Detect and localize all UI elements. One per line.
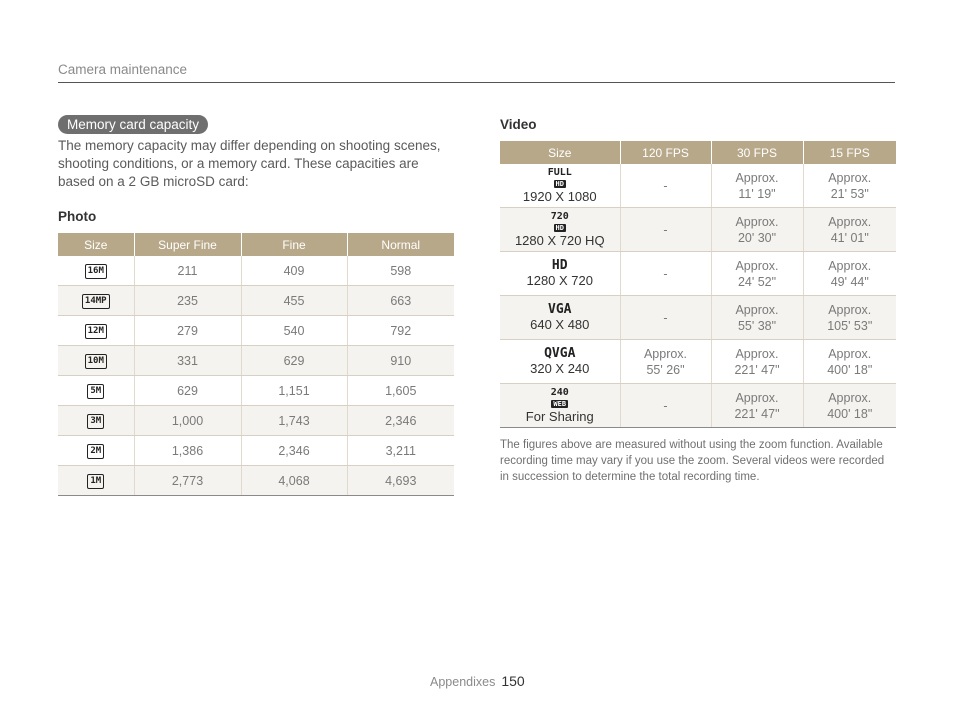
video-note: The figures above are measured without using the zoom function. Available recording time may vary if you use the zoom. Several videos were recorded in succession to determine the total recording time. (500, 439, 885, 483)
table-row (58, 406, 454, 436)
table-row (58, 376, 454, 406)
table-cell: 629 (241, 346, 347, 376)
table-cell: Approx. 221' 47" (711, 340, 803, 384)
resolution-3m-icon: 3M (87, 414, 104, 429)
table-cell: Approx. 55' 38" (711, 296, 803, 340)
table-cell: 1,605 (347, 376, 454, 406)
table-cell: 540 (241, 316, 347, 346)
table-cell: 1,000 (134, 406, 241, 436)
table-row (500, 252, 896, 296)
table-cell: Approx. 11' 19" (711, 164, 803, 208)
resolution-10m-icon: 10M (85, 354, 107, 369)
video-size-label: 320 X 240 (530, 361, 590, 376)
table-cell: 2,346 (347, 406, 454, 436)
resolution-2m-icon: 2M (87, 444, 104, 459)
video-size-label: 1280 X 720 HQ (514, 232, 605, 248)
photo-col-normal: Normal (347, 233, 454, 256)
table-cell: - (620, 164, 711, 208)
table-cell: 279 (134, 316, 241, 346)
table-cell: - (620, 208, 711, 252)
table-cell: 1,386 (134, 436, 241, 466)
table-cell: 792 (347, 316, 454, 346)
table-cell: 663 (347, 286, 454, 316)
table-cell: 4,068 (241, 466, 347, 496)
table-cell: Approx. 55' 26" (620, 340, 711, 384)
table-row (58, 286, 454, 316)
table-row (58, 256, 454, 286)
table-cell: - (620, 384, 711, 428)
page-header-title: Camera maintenance (58, 62, 188, 77)
resolution-14mp-icon: 14MP (82, 294, 110, 309)
table-cell: 4,693 (347, 466, 454, 496)
video-col-15fps: 15 FPS (803, 141, 896, 164)
table-row (500, 164, 896, 208)
video-size-label: For Sharing (525, 408, 594, 424)
table-cell: Approx. 105' 53" (803, 296, 896, 340)
video-col-size: Size (500, 141, 620, 164)
table-row (500, 384, 896, 428)
video-col-120fps: 120 FPS (620, 141, 711, 164)
footer-section: Appendixes (430, 675, 496, 689)
intro-paragraph: The memory capacity may differ depending on shooting scenes, shooting conditions, or a memory card. These capacities are based on a 2 GB microSD card: (58, 138, 441, 189)
table-cell: - (620, 252, 711, 296)
header-divider (58, 82, 895, 83)
memory-card-capacity-pill: Memory card capacity (58, 115, 208, 134)
table-row (58, 346, 454, 376)
table-cell: 331 (134, 346, 241, 376)
table-cell: 2,346 (241, 436, 347, 466)
video-size-label: 1920 X 1080 (522, 188, 597, 204)
video-col-30fps: 30 FPS (711, 141, 803, 164)
table-cell: 235 (134, 286, 241, 316)
table-cell: 2,773 (134, 466, 241, 496)
table-row (500, 296, 896, 340)
table-cell: 211 (134, 256, 241, 286)
table-cell: Approx. 221' 47" (711, 384, 803, 428)
photo-col-size: Size (58, 233, 134, 256)
table-row (58, 316, 454, 346)
table-cell: 910 (347, 346, 454, 376)
photo-col-fine: Fine (241, 233, 347, 256)
table-cell: 1,151 (241, 376, 347, 406)
resolution-1m-icon: 1M (87, 474, 104, 489)
table-row (500, 208, 896, 252)
table-cell: Approx. 49' 44" (803, 252, 896, 296)
resolution-5m-icon: 5M (87, 384, 104, 399)
page-footer (430, 673, 525, 689)
table-cell: 1,743 (241, 406, 347, 436)
table-row (500, 340, 896, 384)
video-size-label: 640 X 480 (530, 317, 590, 332)
video-heading: Video (500, 117, 537, 132)
qvga-video-icon: QVGA (544, 346, 576, 361)
table-cell: Approx. 400' 18" (803, 340, 896, 384)
hd-video-icon: HD (551, 258, 568, 273)
table-row (58, 466, 454, 496)
photo-col-super-fine: Super Fine (134, 233, 241, 256)
video-capacity-table (500, 141, 896, 428)
table-cell: 598 (347, 256, 454, 286)
720-hq-video-icon: 720 HD (550, 210, 569, 232)
table-cell: Approx. 20' 30" (711, 208, 803, 252)
table-cell: 3,211 (347, 436, 454, 466)
resolution-16m-icon: 16M (85, 264, 107, 279)
table-cell: Approx. 24' 52" (711, 252, 803, 296)
video-size-label: 1280 X 720 (526, 273, 593, 288)
photo-capacity-table (58, 233, 454, 496)
table-cell: Approx. 41' 01" (803, 208, 896, 252)
sharing-web-video-icon: 240 WEB (550, 386, 569, 408)
table-cell: 409 (241, 256, 347, 286)
table-cell: 629 (134, 376, 241, 406)
resolution-12m-icon: 12M (85, 324, 107, 339)
video-table-header (500, 141, 896, 164)
photo-table-header (58, 233, 454, 256)
photo-heading: Photo (58, 209, 97, 224)
vga-video-icon: VGA (548, 302, 572, 317)
table-row (58, 436, 454, 466)
table-cell: - (620, 296, 711, 340)
table-cell: Approx. 400' 18" (803, 384, 896, 428)
full-hd-video-icon: FULL HD (547, 166, 572, 188)
table-cell: 455 (241, 286, 347, 316)
table-cell: Approx. 21' 53" (803, 164, 896, 208)
page-number: 150 (501, 673, 525, 689)
